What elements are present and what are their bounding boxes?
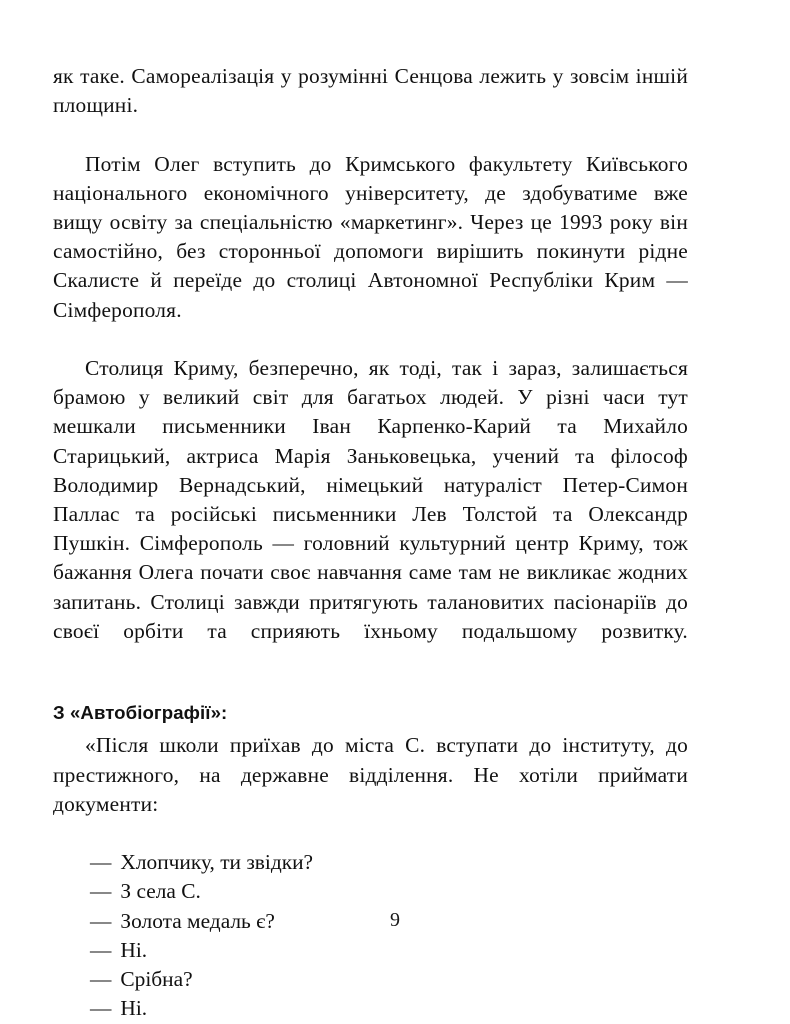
paragraph-3: Столиця Криму, безперечно, як тоді, так і зараз, залишається брамою у великий світ для багатьох людей. У різні часи тут мешкали письменники Іван Карпенко-Карий та Михайло Старицький, актриса Марія Заньковецька, учений та філософ Володимир Вернадський, німецький натураліст Петер-Симон Паллас та російські письменники Лев Толстой та Олександр Пушкін. Сімферополь — головний культурний центр Криму, тож бажання Олега почати своє навчання саме там не викликає жодних запитань. Столиці завжди притягують талановитих пасіонаріїв до своєї орбіти та сприяють їхньому подальшому розвитку. bbox=[53, 356, 688, 643]
dialogue-line bbox=[53, 877, 688, 906]
dialogue-text: Золота медаль є? bbox=[120, 908, 275, 933]
page-text-block bbox=[53, 62, 688, 1024]
em-dash-icon: — bbox=[90, 850, 112, 875]
quote-paragraph: «Після школи приїхав до міста С. вступати до інституту, до престижного, на державне відділення. Не хотіли приймати документи: bbox=[53, 733, 688, 816]
heading-spacer-top bbox=[53, 675, 688, 698]
em-dash-icon: — bbox=[90, 908, 112, 933]
dialogue-line bbox=[53, 848, 688, 877]
em-dash-icon: — bbox=[90, 996, 112, 1021]
dialogue-line bbox=[53, 965, 688, 994]
dialogue-line bbox=[53, 936, 688, 965]
paragraph-1: як таке. Самореалізація у розумінні Сенцова лежить у зовсім іншій площині. bbox=[53, 64, 688, 118]
dialogue-text: Срібна? bbox=[120, 967, 193, 992]
dialogue-text: З села С. bbox=[120, 879, 201, 904]
dialogue-text: Хлопчику, ти звідки? bbox=[120, 850, 314, 875]
page-number: 9 bbox=[390, 909, 400, 931]
em-dash-icon: — bbox=[90, 879, 112, 904]
dialogue-text: Ні. bbox=[120, 937, 148, 962]
dialogue-text: Ні. bbox=[120, 996, 148, 1021]
em-dash-icon: — bbox=[90, 967, 112, 992]
em-dash-icon: — bbox=[90, 937, 112, 962]
paragraph-2: Потім Олег вступить до Кримського факультету Київського національного економічного університету, де здобуватиме вже вищу освіту за спеціальністю «маркетинг». Через це 1993 року він самостійно, без сторонньої допомоги вирішить покинути рідне Скалисте й переїде до столиці Автономної Республіки Крим — Сімферополя. bbox=[53, 151, 688, 322]
section-heading: З «Автобіографії»: bbox=[53, 702, 228, 724]
dialogue-line bbox=[53, 994, 688, 1023]
